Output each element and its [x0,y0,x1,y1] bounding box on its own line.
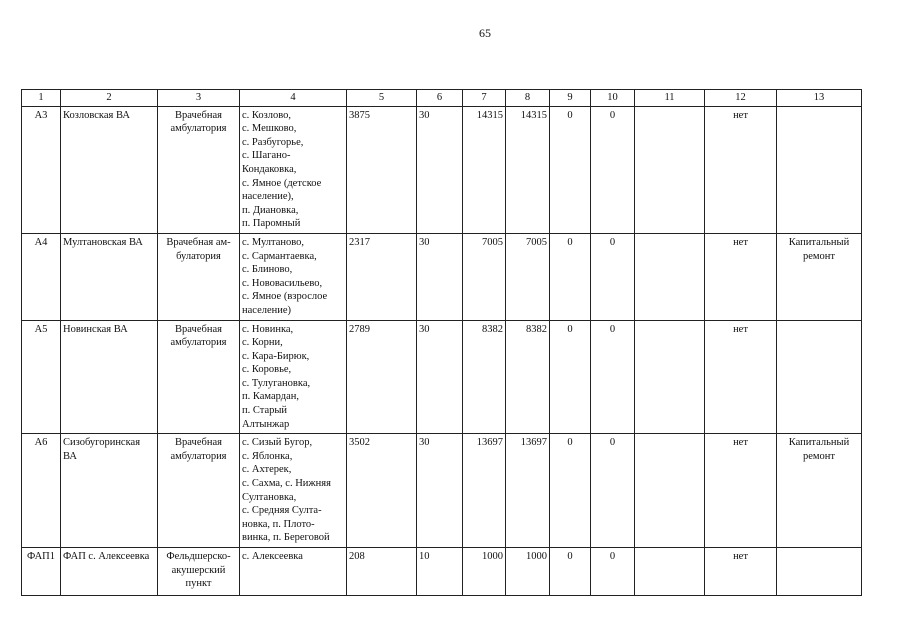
location-line: население), [242,191,294,203]
col-11-value [635,233,705,320]
column-header: 12 [705,90,777,107]
col-9-value: 0 [550,320,591,434]
location-line: новка, п. Плото- [242,518,315,530]
location-line: п. Диановка, [242,204,299,216]
facility-type: Врачебная амбулатория [158,106,240,233]
col-13-value: Капитальный ремонт [777,434,862,548]
table-row [22,233,862,320]
col-7-value: 7005 [463,233,506,320]
column-header: 7 [463,90,506,107]
location-line: с. Сизый Бугор, [242,437,313,449]
col-10-value: 0 [591,548,635,596]
location-line: с. Мултаново, [242,236,305,248]
col-12-value: нет [705,434,777,548]
header-row [22,90,862,107]
location-line: винка, п. Береговой [242,532,330,544]
col-9-value: 0 [550,106,591,233]
location-line: с. Ямное (взрослое [242,291,328,303]
location-line: п. Паромный [242,218,301,230]
served-locations [240,320,347,434]
column-header: 11 [635,90,705,107]
col-5-value: 2317 [347,233,417,320]
location-line: с. Козлово, [242,109,292,121]
table-row [22,320,862,434]
location-line: с. Кара-Бирюк, [242,350,310,362]
col-5-value: 3502 [347,434,417,548]
col-10-value: 0 [591,434,635,548]
served-locations [240,434,347,548]
column-header: 10 [591,90,635,107]
column-header: 9 [550,90,591,107]
col-6-value: 30 [417,233,463,320]
column-header: 4 [240,90,347,107]
column-header: 1 [22,90,61,107]
location-line: с. Блиново, [242,264,293,276]
served-locations [240,233,347,320]
col-10-value: 0 [591,106,635,233]
facilities-table [21,89,862,596]
col-13-value [777,548,862,596]
location-line: п. Старый [242,405,288,417]
column-header: 6 [417,90,463,107]
column-header: 5 [347,90,417,107]
col-9-value: 0 [550,434,591,548]
col-6-value: 30 [417,320,463,434]
facility-name: Мултановская ВА [61,233,158,320]
served-locations [240,548,347,596]
col-13-value: Капитальный ремонт [777,233,862,320]
col-10-value: 0 [591,233,635,320]
table-row [22,434,862,548]
table-row [22,106,862,233]
col-11-value [635,320,705,434]
facility-code: ФАП1 [22,548,61,596]
col-6-value: 10 [417,548,463,596]
location-line: Алтынжар [242,418,290,430]
col-12-value: нет [705,106,777,233]
col-5-value: 2789 [347,320,417,434]
location-line: с. Новинка, [242,323,294,335]
location-line: с. Нововасильево, [242,277,323,289]
location-line: с. Ямное (детское [242,177,322,189]
col-5-value: 208 [347,548,417,596]
facility-type: Врачебная амбулатория [158,434,240,548]
col-8-value: 14315 [506,106,550,233]
facility-code: А6 [22,434,61,548]
col-6-value: 30 [417,434,463,548]
col-7-value: 1000 [463,548,506,596]
facility-name: Козловская ВА [61,106,158,233]
column-header: 3 [158,90,240,107]
location-line: с. Яблонка, [242,450,293,462]
location-line: с. Сармантаевка, [242,250,317,262]
col-12-value: нет [705,320,777,434]
location-line: с. Ахтерек, [242,464,292,476]
column-header: 13 [777,90,862,107]
location-line: Султановка, [242,491,297,503]
location-line: с. Разбугорье, [242,136,304,148]
col-9-value: 0 [550,548,591,596]
col-11-value [635,434,705,548]
col-13-value [777,320,862,434]
page-number: 65 [479,26,491,40]
location-line: население) [242,304,292,316]
table-row [22,548,862,596]
col-13-value [777,106,862,233]
column-header: 2 [61,90,158,107]
col-10-value: 0 [591,320,635,434]
facility-code: А4 [22,233,61,320]
table-body [22,106,862,595]
facility-name: ФАП с. Алексеевка [61,548,158,596]
facility-name: Сизобугоринская ВА [61,434,158,548]
col-7-value: 13697 [463,434,506,548]
location-line: с. Тулугановка, [242,377,311,389]
col-9-value: 0 [550,233,591,320]
facility-type: Фельдшерско-акушерский пункт [158,548,240,596]
facility-name: Новинская ВА [61,320,158,434]
col-5-value: 3875 [347,106,417,233]
col-11-value [635,106,705,233]
location-line: с. Алексеевка [242,551,303,562]
location-line: с. Средняя Султа- [242,505,322,517]
col-8-value: 7005 [506,233,550,320]
col-12-value: нет [705,548,777,596]
location-line: с. Мешково, [242,123,297,135]
col-8-value: 13697 [506,434,550,548]
col-6-value: 30 [417,106,463,233]
location-line: с. Сахма, с. Нижняя [242,478,331,490]
col-7-value: 14315 [463,106,506,233]
location-line: п. Камардан, [242,391,299,403]
location-line: Кондаковка, [242,163,297,175]
facility-code: А5 [22,320,61,434]
col-8-value: 8382 [506,320,550,434]
location-line: с. Коровье, [242,364,292,376]
facility-type: Врачебная ам-булатория [158,233,240,320]
facility-code: А3 [22,106,61,233]
col-7-value: 8382 [463,320,506,434]
location-line: с. Корни, [242,337,283,349]
facility-type: Врачебная амбулатория [158,320,240,434]
location-line: с. Шагано- [242,150,291,162]
col-8-value: 1000 [506,548,550,596]
col-12-value: нет [705,233,777,320]
column-header: 8 [506,90,550,107]
col-11-value [635,548,705,596]
served-locations [240,106,347,233]
